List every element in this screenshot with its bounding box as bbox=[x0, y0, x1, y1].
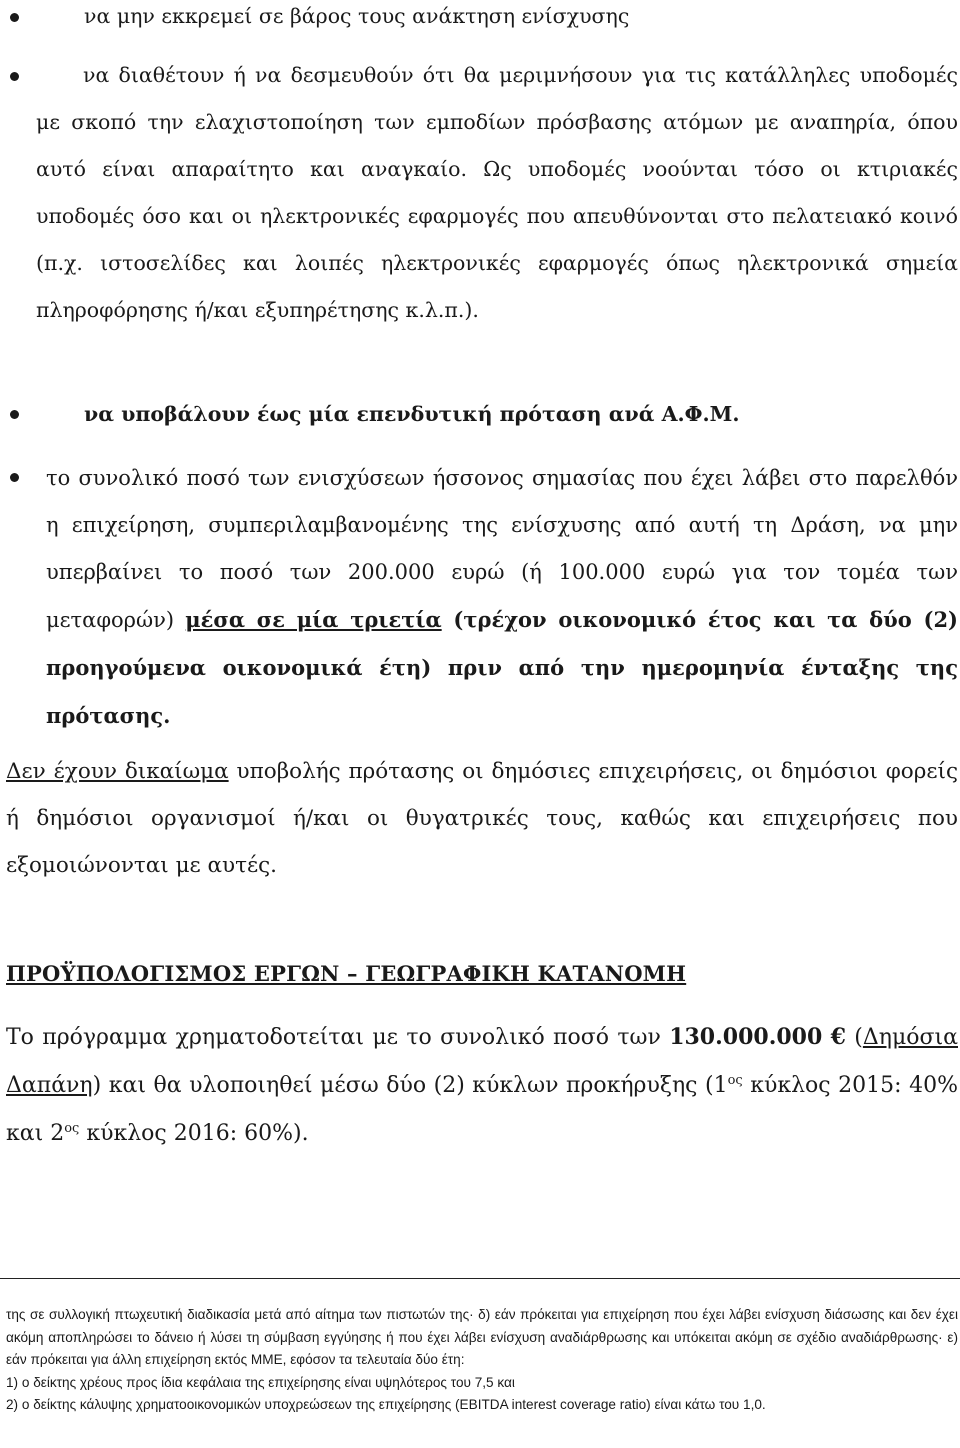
footnote-line: της σε συλλογική πτωχευτική διαδικασία μετά από αίτημα των πιστωτών της· δ) εάν πρόκειται για επιχείρηση που έχει λάβει ενίσχυση διάσωσης και δεν έχει ακόμη αποπληρώσει το δάνειο ή λύσει τη σύμβαση εγγύησης ή που έχει λάβει ενίσχυση αναδιάρθρωσης και υπόκειται ακόμη σε σχέδιο αναδιάρθρωσης· ε) εάν πρόκειται για άλλη επιχείρηση εκτός ΜΜΕ, εφόσον τα τελευταία δύο έτη: bbox=[6, 1307, 958, 1367]
section-heading: ΠΡΟΫΠΟΛΟΓΙΣΜΟΣ ΕΡΓΩΝ – ΓΕΩΓΡΑΦΙΚΗ ΚΑΤΑΝΟΜΗ bbox=[6, 961, 687, 986]
bullet-item-3: να υποβάλουν έως μία επενδυτική πρόταση ανά Α.Φ.Μ. bbox=[84, 402, 740, 426]
exclusion-text: υποβολής πρότασης οι δημόσιες επιχειρήσεις, οι δημόσιοι φορείς ή δημόσιοι οργανισμοί ή/και οι θυγατρικές τους, καθώς και επιχειρήσεις που εξομοιώνονται με αυτές. bbox=[6, 759, 958, 878]
cycle-1-text: κύκλος 2015: 40% και 2 bbox=[6, 1073, 958, 1146]
bullet-item-2: να διαθέτουν ή να δεσμευθούν ότι θα μεριμνήσουν για τις κατάλληλες υποδομές με σκοπό την ελαχιστοποίηση των εμποδίων πρόσβασης ατόμων με αναπηρία, όπου αυτό είναι απαραίτητο και αναγκαίο. Ως υποδομές νοούνται τόσο οι κτιριακές υποδομές όσο και οι ηλεκτρονικές εφαρμογές που απευθύνονται στο πελατειακό κοινό (π.χ. ιστοσελίδες και λοιπές ηλεκτρονικές εφαρμογές όπως ηλεκτρονικά σημεία πληροφόρησης ή/και εξυπηρέτησης κ.λ.π.). bbox=[36, 63, 958, 322]
budget-open-paren: ( bbox=[845, 1025, 863, 1050]
bullet-marker bbox=[10, 72, 19, 81]
bullet-item-4 bbox=[46, 455, 958, 740]
bullet-item-1: να μην εκκρεμεί σε βάρος τους ανάκτηση ενίσχυσης bbox=[84, 4, 630, 28]
footnote-line: 1) ο δείκτης χρέους προς ίδια κεφάλαια της επιχείρησης είναι υψηλότερος του 7,5 και bbox=[6, 1374, 515, 1390]
bullet-4-emphasis-underlined: μέσα σε μία τριετία bbox=[185, 607, 442, 632]
bullet-marker bbox=[10, 473, 19, 482]
bullet-4-emphasis: (τρέχον οικονομικό έτος και τα δύο (2) προηγούμενα οικονομικά έτη) πριν από την ημερομηνία ένταξης της πρότασης. bbox=[46, 607, 958, 728]
bullet-4-text: το συνολικό ποσό των ενισχύσεων ήσσονος σημασίας που έχει λάβει στο παρελθόν η επιχείρηση, συμπεριλαμβανομένης της ενίσχυσης από αυτή τη Δράση, να μην υπερβαίνει το ποσό των 200.000 ευρώ (ή 100.000 ευρώ για τον τομέα των μεταφορών) bbox=[46, 466, 958, 632]
budget-amount: 130.000.000 bbox=[669, 1024, 823, 1050]
footnote bbox=[6, 1304, 958, 1417]
footnote-separator bbox=[0, 1278, 960, 1279]
ordinal-suffix: ος bbox=[727, 1073, 743, 1088]
exclusion-underlined: Δεν έχουν δικαίωμα bbox=[6, 759, 229, 784]
euro-sign: € bbox=[830, 1024, 846, 1050]
budget-text: Το πρόγραμμα χρηματοδοτείται με το συνολικό ποσό των bbox=[6, 1025, 670, 1050]
bullet-marker bbox=[10, 13, 19, 22]
budget-paragraph bbox=[6, 1013, 958, 1158]
ordinal-suffix: ος bbox=[64, 1121, 80, 1136]
public-expenditure: Δημόσια Δαπάνη bbox=[6, 1025, 958, 1098]
footnote-line: 2) ο δείκτης κάλυψης χρηματοοικονομικών υποχρεώσεων της επιχείρησης (EBITDA interest coverage ratio) είναι κάτω του 1,0. bbox=[6, 1397, 766, 1412]
exclusion-paragraph bbox=[6, 748, 958, 889]
budget-cycles-text: ) και θα υλοποιηθεί μέσω δύο (2) κύκλων προκήρυξης (1 bbox=[92, 1073, 728, 1098]
cycle-2-text: κύκλος 2016: 60%). bbox=[79, 1121, 309, 1146]
bullet-marker bbox=[10, 410, 19, 419]
